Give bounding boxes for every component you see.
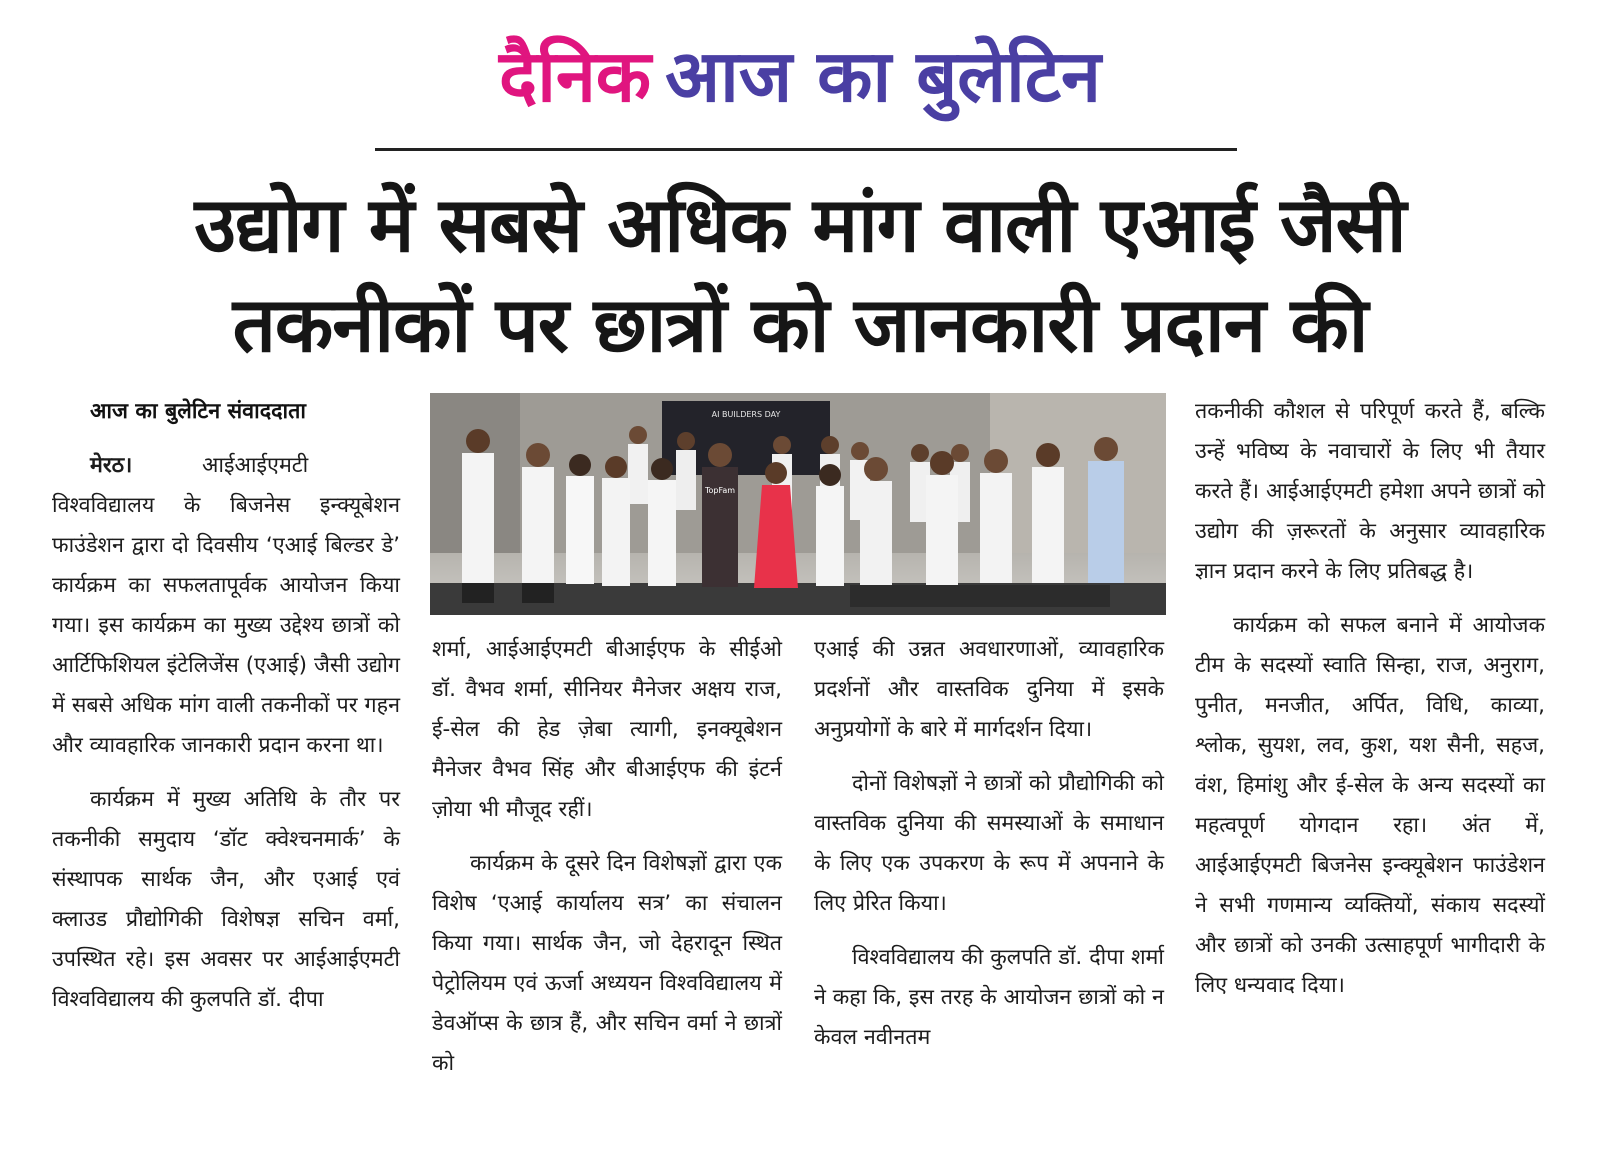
headline-line-1: उद्योग में सबसे अधिक मांग वाली एआई जैसी — [194, 180, 1406, 269]
group-photo-illustration — [430, 393, 1166, 615]
col1-paragraph-1 — [52, 446, 400, 766]
col3-paragraph-1: एआई की उन्नत अवधारणाओं, व्यावहारिक प्रदर्शनों और वास्तविक दुनिया में इसके अनुप्रयोगों के बारे में मार्गदर्शन दिया। — [814, 637, 1164, 742]
screen-text: AI BUILDERS DAY — [711, 410, 781, 419]
col4-paragraph-1: तकनीकी कौशल से परिपूर्ण करते हैं, बल्कि उन्हें भविष्य के नवाचारों के लिए भी तैयार करते हैं। आईआईएमटी हमेशा अपने छात्रों को उद्योग की ज़रूरतों के अनुसार व्यावहारिक ज्ञान प्रदान करने के लिए प्रतिबद्ध है। — [1195, 399, 1545, 584]
col1-paragraph-1-text: आईआईएमटी विश्वविद्यालय के बिजनेस इन्क्यूबेशन फाउंडेशन द्वारा दो दिवसीय ‘एआई बिल्डर डे’ कार्यक्रम का सफलतापूर्वक आयोजन किया गया। इस कार्यक्रम का मुख्य उद्देश्य छात्रों को आर्टिफिशियल इंटेलिजेंस (एआई) जैसी उद्योग में सबसे अधिक मांग वाली तकनीकों पर गहन और व्यावहारिक जानकारी प्रदान करना था। — [52, 453, 400, 758]
col2-paragraph-1: शर्मा, आईआईएमटी बीआईएफ के सीईओ डॉ. वैभव शर्मा, सीनियर मैनेजर अक्षय राज, ई-सेल की हेड ज़ेबा त्यागी, इनक्यूबेशन मैनेजर वैभव सिंह और बीआईएफ की इंटर्न ज़ोया भी मौजूद रहीं। — [432, 637, 782, 822]
col3-paragraph-3: विश्वविद्यालय की कुलपति डॉ. दीपा शर्मा ने कहा कि, इस तरह के आयोजन छात्रों को न केवल नवीनतम — [814, 945, 1164, 1050]
col2-paragraph-2: कार्यक्रम के दूसरे दिन विशेषज्ञों द्वारा एक विशेष ‘एआई कार्यालय सत्र’ का संचालन किया गया। सार्थक जैन, जो देहरादून स्थित पेट्रोलियम एवं ऊर्जा अध्ययन विश्वविद्यालय में डेवऑप्स के छात्र हैं, और सचिन वर्मा ने छात्रों को — [432, 851, 782, 1076]
article-column-4 — [1195, 392, 1545, 1020]
masthead-divider — [375, 148, 1237, 151]
masthead-dainik: दैनिक — [498, 34, 652, 118]
masthead-aaj-ka-bulletin: आज का बुलेटिन — [665, 34, 1102, 118]
headline — [40, 175, 1560, 375]
col4-paragraph-2: कार्यक्रम को सफल बनाने में आयोजक टीम के सदस्यों स्वाति सिन्हा, राज, अनुराग, पुनीत, मनजीत, अर्पित, विधि, काव्या, श्लोक, सुयश, लव, कुश, यश सैनी, सहज, वंश, हिमांशु और ई-सेल के अन्य सदस्यों का महत्वपूर्ण योगदान रहा। अंत में, आईआईएमटी बिजनेस इन्क्यूबेशन फाउंडेशन ने सभी गणमान्य व्यक्तियों, संकाय सदस्यों और छात्रों को उनकी उत्साहपूर्ण भागीदारी के लिए धन्यवाद दिया। — [1195, 613, 1545, 998]
article-column-3 — [814, 630, 1164, 1072]
dateline: मेरठ। — [90, 453, 133, 478]
col1-paragraph-2: कार्यक्रम में मुख्य अतिथि के तौर पर तकनीकी समुदाय ‘डॉट क्वेश्चनमार्क’ के संस्थापक सार्थक जैन, और एआई एवं क्लाउड प्रौद्योगिकी विशेषज्ञ सचिन वर्मा, उपस्थित रहे। इस अवसर पर आईआईएमटी विश्वविद्यालय की कुलपति डॉ. दीपा — [52, 787, 400, 1012]
article-column-1 — [52, 392, 400, 1034]
guest-dark-tshirt — [702, 467, 738, 587]
col3-paragraph-2: दोनों विशेषज्ञों ने छात्रों को प्रौद्योगिकी को वास्तविक दुनिया की समस्याओं के समाधान के लिए एक उपकरण के रूप में अपनाने के लिए प्रेरित किया। — [814, 771, 1164, 916]
headline-line-2: तकनीकों पर छात्रों को जानकारी प्रदान की — [232, 280, 1368, 369]
masthead — [0, 26, 1600, 126]
byline: आज का बुलेटिन संवाददाता — [90, 399, 306, 424]
tshirt-print: TopFam — [704, 486, 736, 495]
event-group-photo — [430, 393, 1166, 615]
article-column-2 — [432, 630, 782, 1098]
